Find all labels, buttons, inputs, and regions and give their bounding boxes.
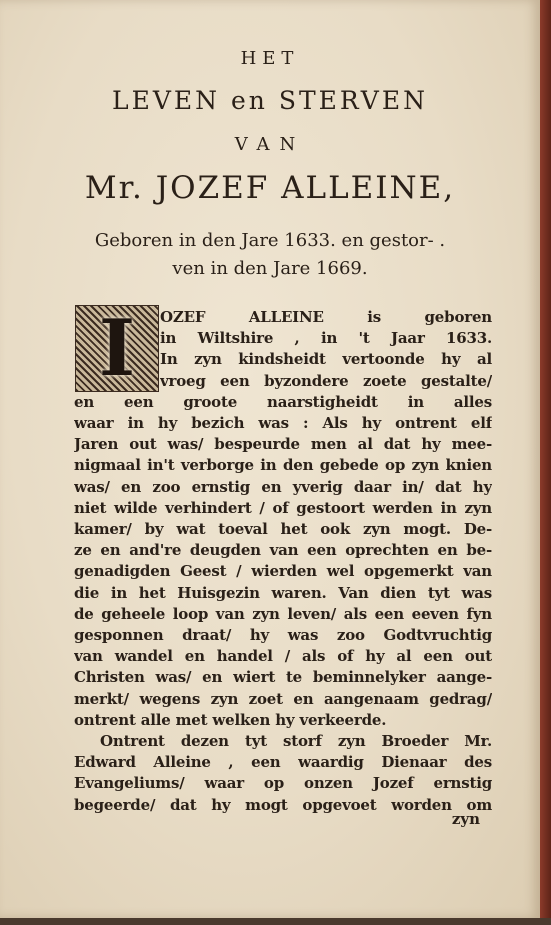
title-het: HET	[240, 48, 300, 69]
body-line: niet wilde verhindert / of gestoort werden in zyn	[74, 498, 492, 517]
subtitle-died: ven in den Jare 1669.	[172, 258, 368, 279]
title-name: Mr. JOZEF ALLEINE,	[84, 170, 456, 206]
body-line: in Wiltshire , in 't Jaar 1633.	[160, 329, 492, 348]
body-line: en een groote naarstigheidt in alles	[74, 392, 492, 411]
body-line: OZEF ALLEINE is geboren	[160, 308, 492, 326]
subtitle-born: Geboren in den Jare 1633. en gestor- .	[94, 230, 446, 251]
title-van: VAN	[234, 134, 306, 155]
page-bottom-edge	[0, 918, 551, 925]
body-line: genadigden Geest / wierden wel opgemerkt van	[74, 562, 492, 581]
body-line: die in het Huisgezin waren. Van dien tyt was	[74, 583, 492, 602]
body-line: begeerde/ dat hy mogt opgevoet worden om	[74, 795, 492, 814]
body-line: vroeg een byzondere zoete gestalte/	[160, 371, 492, 390]
body-line: ontrent alle met welken hy verkeerde.	[74, 710, 387, 729]
body-line: van wandel en handel / als of hy al een out	[74, 647, 492, 666]
body-line: waar in hy bezich was : Als hy ontrent elf	[74, 414, 492, 432]
body-line: Edward Alleine , een waardig Dienaar des	[74, 753, 492, 772]
body-line: de geheele loop van zyn leven/ als een eeven fyn	[74, 604, 492, 623]
catchword: zyn	[451, 810, 480, 828]
body-line: gesponnen draat/ hy was zoo Godtvruchtig	[74, 626, 492, 644]
ornamental-drop-cap	[75, 305, 159, 392]
body-line: Evangeliums/ waar op onzen Jozef ernstig	[74, 774, 492, 793]
title-leven-en-sterven: LEVEN en STERVEN	[112, 86, 428, 115]
body-line: Ontrent dezen tyt storf zyn Broeder Mr.	[100, 732, 492, 750]
body-line: In zyn kindsheidt vertoonde hy al	[160, 350, 492, 369]
drop-cap-letter: I	[98, 303, 136, 394]
body-line: nigmaal in't verborge in den gebede op zyn knien	[74, 456, 492, 475]
body-line: was/ en zoo ernstig en yverig daar in/ dat hy	[74, 477, 492, 496]
body-line: merkt/ wegens zyn zoet en aangenaam gedrag/	[74, 689, 492, 708]
body-line: ze en and're deugden van een oprechten en be-	[74, 541, 492, 560]
body-line: Christen was/ en wiert te beminnelyker aange-	[74, 668, 492, 687]
body-line: kamer/ by wat toeval het ook zyn mogt. De-	[74, 520, 492, 538]
body-line: Jaren out was/ bespeurde men al dat hy mee-	[74, 435, 492, 454]
book-spine	[540, 0, 551, 925]
